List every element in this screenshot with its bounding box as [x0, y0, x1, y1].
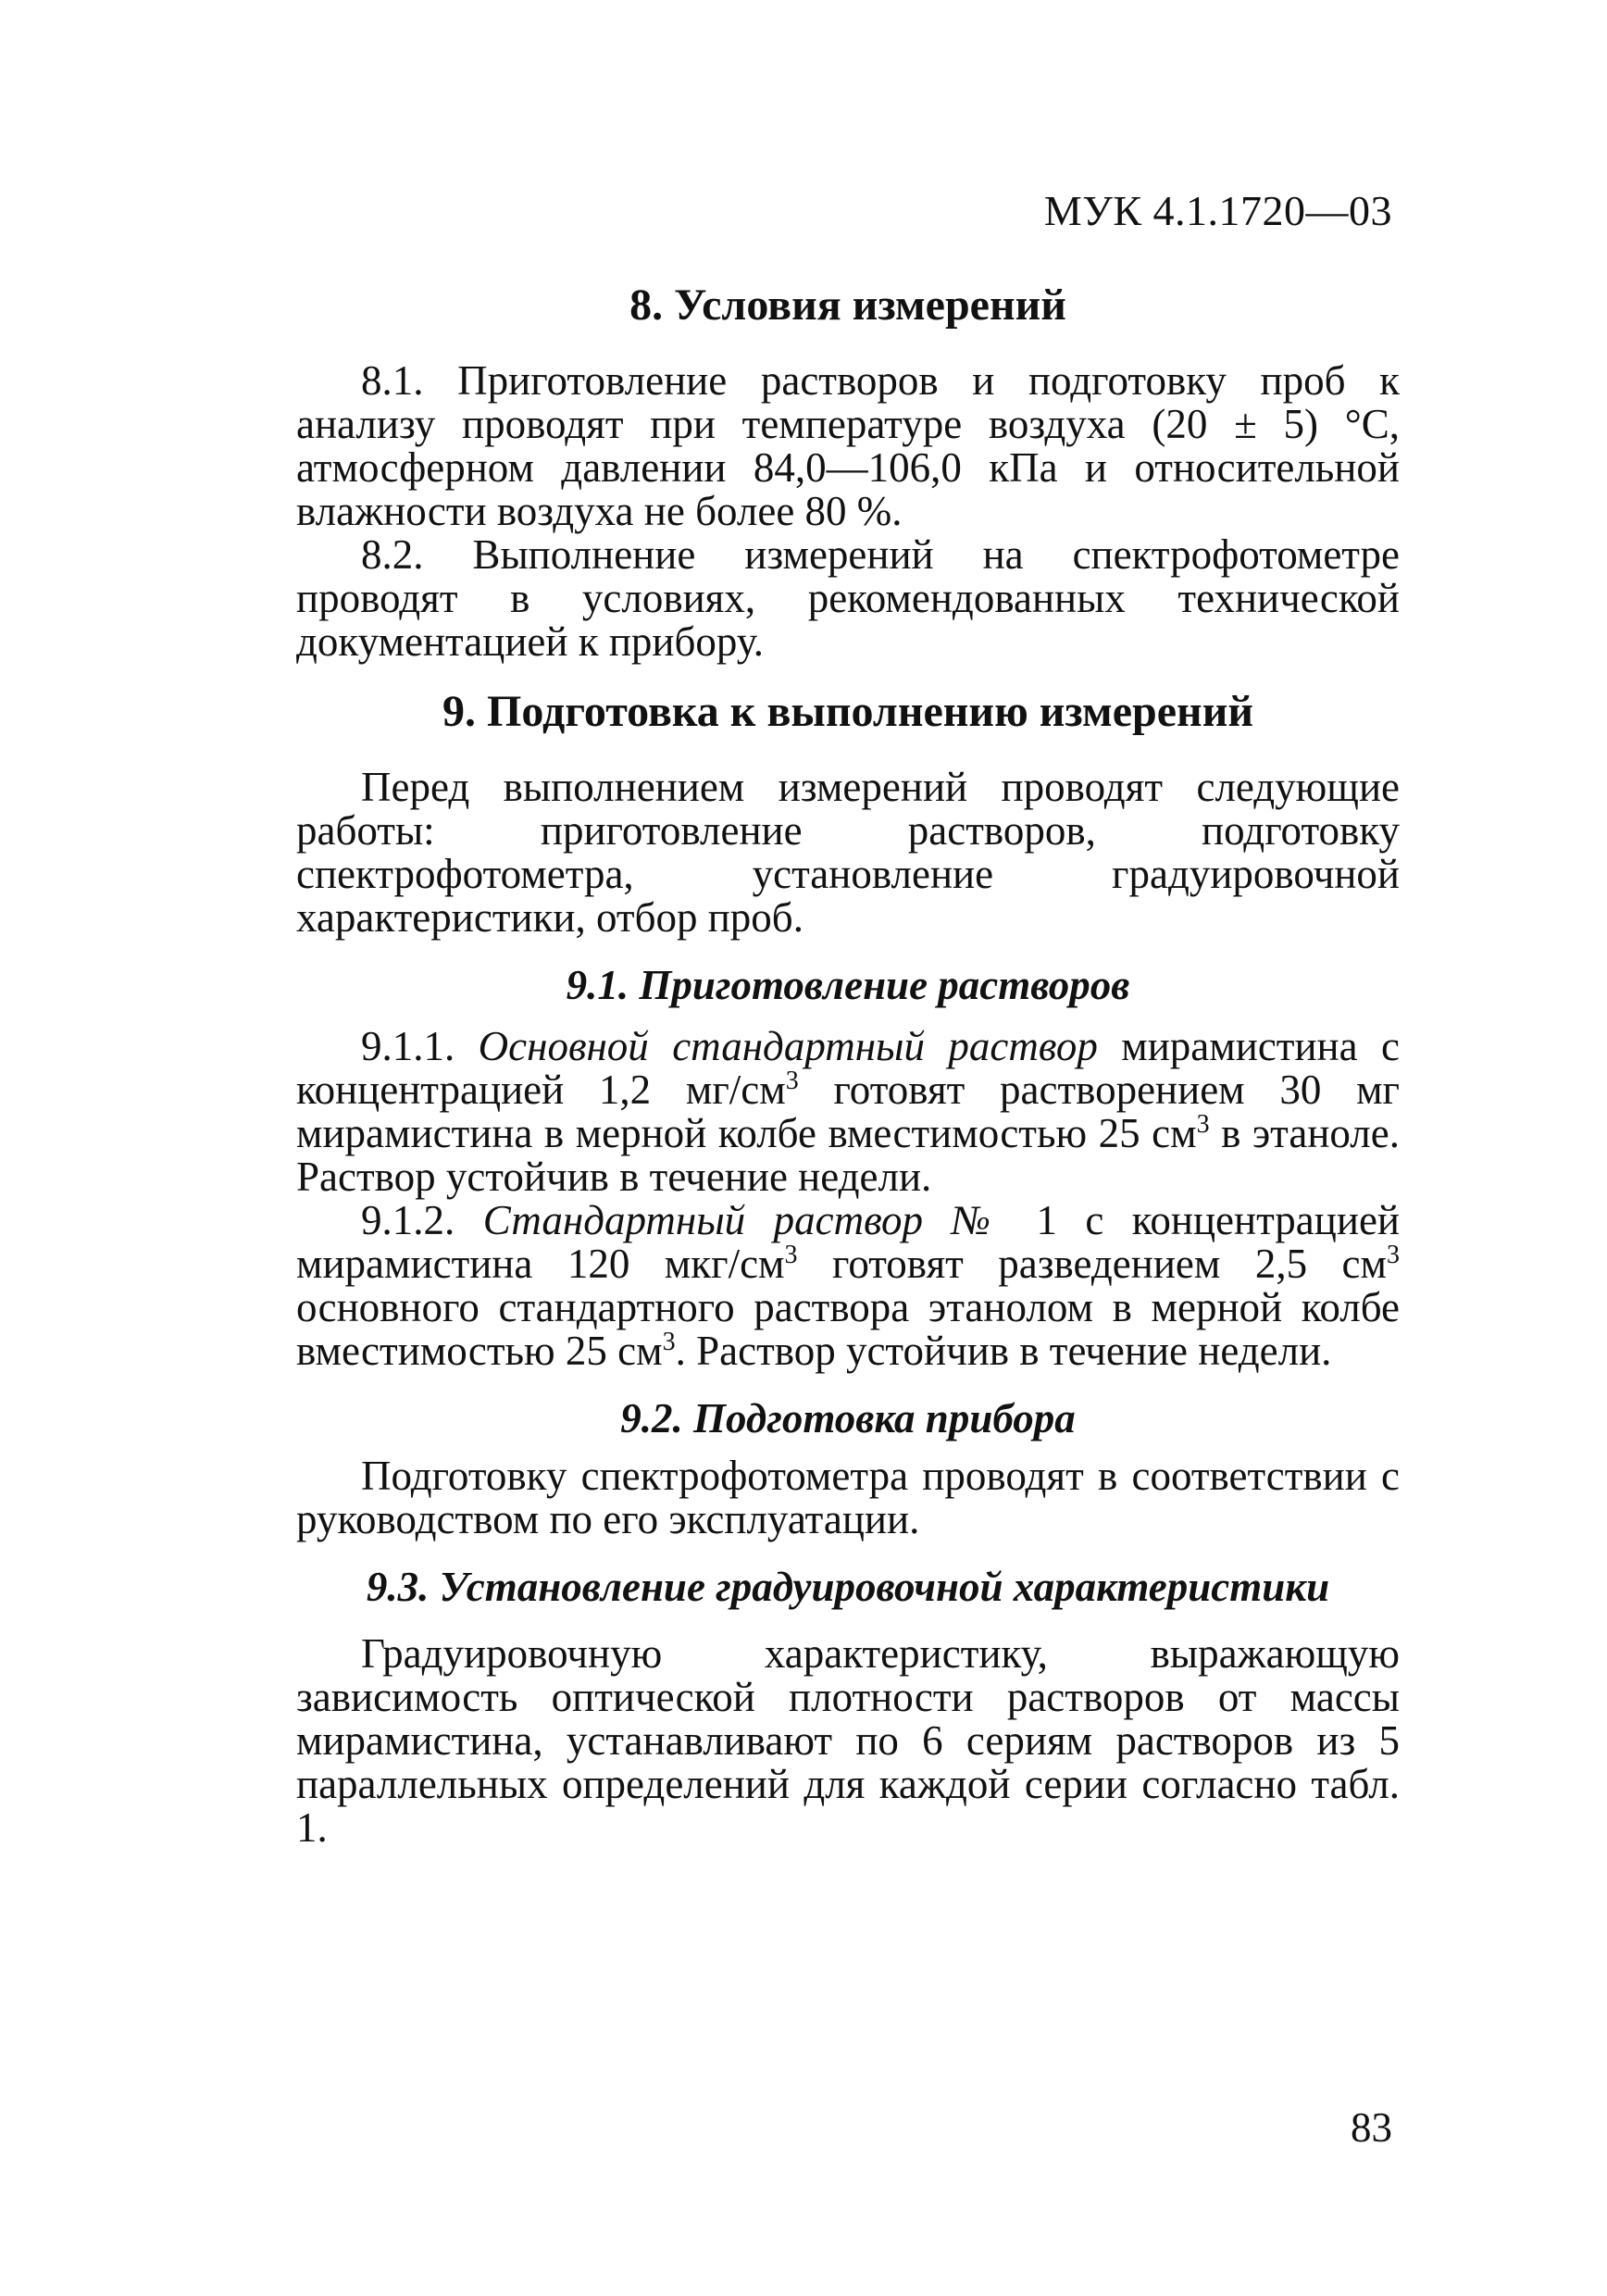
paragraph-9-1-1: [296, 1025, 1400, 1199]
paragraph-9-intro: Перед выполнением измерений проводят следующие работы: приготовление растворов, подготовку спектрофотометра, установление градуировочной характеристики, отбор проб.: [296, 764, 1400, 941]
spacer: [296, 740, 1400, 766]
document-code: МУК 4.1.1720—03: [1043, 187, 1392, 234]
text-segment: мирамистина с концентрацией 1,2 мг/см: [296, 1023, 1400, 1113]
text-segment: готовят растворением 30 мг мирамистина в мерной колбе вместимостью 25 см: [296, 1067, 1401, 1156]
paragraph-number: 9.1.1.: [361, 1023, 479, 1069]
text-segment: основного стандартного раствора этанолом в мерной колбе вместимостью 25 см: [296, 1284, 1400, 1374]
section-8-title: 8. Условия измерений: [629, 281, 1066, 330]
spacer: [296, 1614, 1400, 1632]
paragraph-8-2: 8.2. Выполнение измерений на спектрофотометре проводят в условиях, рекомендованных технической документацией к прибору.: [296, 531, 1400, 665]
term-standard-solution-1: Стандартный раствор №: [482, 1197, 1037, 1243]
text-segment: . Раствор устойчив в течение недели.: [675, 1328, 1332, 1374]
text-segment: готовят разведением 2,5 см: [797, 1241, 1387, 1287]
term-main-standard-solution: Основной стандартный раствор: [478, 1023, 1098, 1069]
spacer: [296, 1373, 1400, 1391]
paragraph-9-1-2: [296, 1199, 1400, 1373]
spacer: [296, 664, 1400, 684]
section-9-title: 9. Подготовка к выполнению измерений: [442, 687, 1253, 736]
subsection-9-1-title: 9.1. Приготовление растворов: [566, 962, 1130, 1008]
subsection-9-2-title: 9.2. Подготовка прибора: [620, 1395, 1076, 1441]
spacer: [296, 333, 1400, 359]
paragraph-9-2: Подготовку спектрофотометра проводят в соответствии с руководством по его эксплуатации.: [296, 1453, 1400, 1542]
text-segment: 1 с концентрацией мирамистина 120 мкг/см: [296, 1197, 1400, 1287]
superscript: 3: [784, 1241, 798, 1269]
subsection-9-3-title: 9.3. Установление градуировочной характеристики: [366, 1564, 1330, 1610]
spacer: [296, 940, 1400, 958]
spacer: [296, 1541, 1400, 1560]
paragraph-9-3: Градуировочную характеристику, выражающую зависимость оптической плотности растворов от массы мирамистина, устанавливают по 6 сериям растворов из 5 параллельных определений для каждой серии согласно табл. 1.: [296, 1630, 1400, 1851]
page-number: 83: [1351, 2104, 1392, 2151]
page-content: [296, 278, 1400, 1850]
paragraph-8-1: 8.1. Приготовление растворов и подготовку проб к анализу проводят при температуре воздуха (20 ± 5) °С, атмосферном давлении 84,0—106,0 кПа и относительной влажности воздуха не более 80 %.: [296, 357, 1400, 534]
superscript: 3: [785, 1067, 799, 1095]
paragraph-number: 9.1.2.: [361, 1197, 483, 1243]
superscript: 3: [662, 1328, 676, 1356]
text-segment: в этаноле. Раствор устойчив в течение недели.: [296, 1110, 1400, 1200]
superscript: 3: [1196, 1110, 1210, 1139]
superscript: 3: [1386, 1241, 1400, 1269]
